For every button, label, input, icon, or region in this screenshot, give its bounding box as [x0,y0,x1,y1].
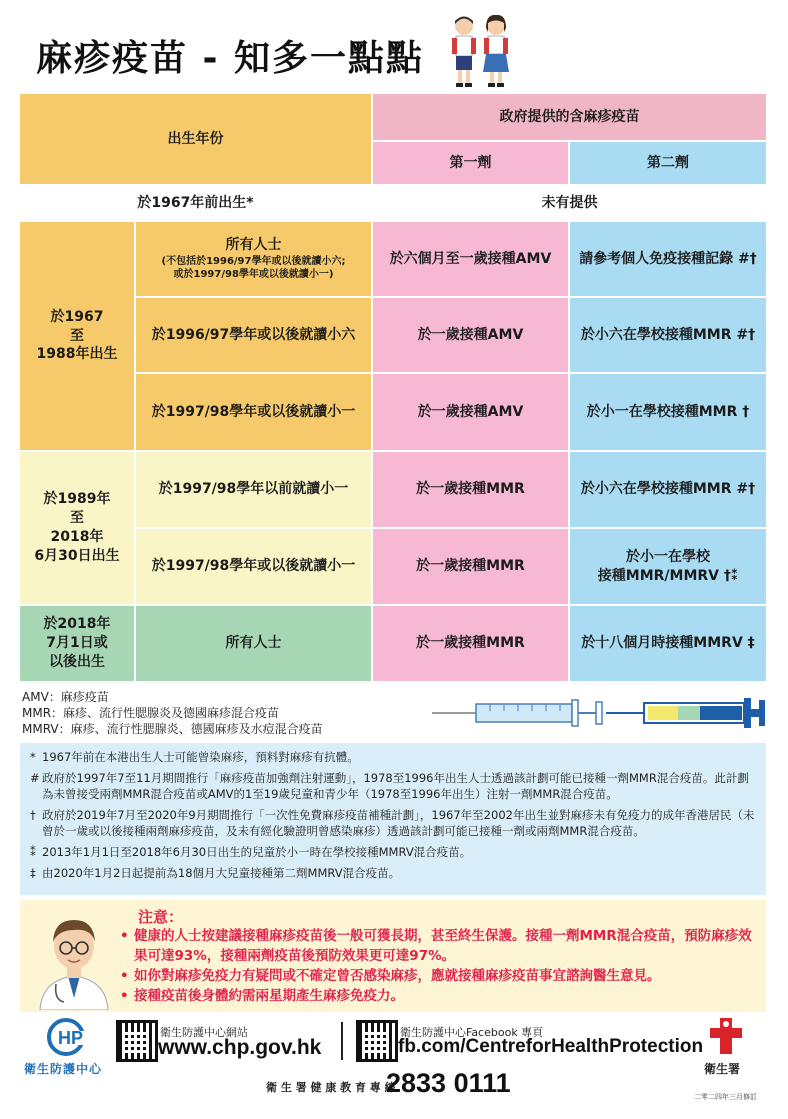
chp-website-qr-code[interactable] [116,1020,158,1062]
note-double-asterisk [30,844,756,860]
table-row-1989-prep1-dose2 [570,452,766,527]
header-gov-vaccine-label: 政府提供的含麻疹疫苗 [499,108,640,125]
syringe-filled-icon [604,694,770,732]
dose1-text: 於六個月至一歲接種AMV [389,250,552,267]
caution-item-text: 健康的人士按建議接種麻疹疫苗後一般可獲長期，甚至終生保護。接種一劑MMR混合疫苗，預防麻疹效果可達93%，接種兩劑疫苗後預防效果更可達97%。 [134,928,752,964]
doctor-illustration [34,910,114,1010]
who-note-line1: (不包括於1996/97學年或以後就讀小六; [161,255,346,267]
department-of-health-logo-icon [708,1016,744,1056]
facebook-link[interactable]: fb.com/CentreforHealthProtection [398,1036,704,1057]
dose1-text: 於一歲接種MMR [416,481,525,498]
pre1967-value-text: 未有提供 [541,194,598,211]
header-birth-year [20,94,371,184]
who-text: 於1997/98學年以前就讀小一 [158,481,349,498]
who-text: 於1997/98學年或以後就讀小一 [151,558,356,575]
children-illustration [446,12,516,90]
chp-logo-icon [46,1017,90,1057]
dose1-text: 於一歲接種AMV [417,326,524,343]
table-row-2018-dose2 [570,606,766,681]
who-text: 所有人士 [225,635,282,652]
group-2018-label-line1: 於2018年 [43,616,111,633]
hotline-label: 衛 生 署 健 康 教 育 專 線 [266,1081,396,1094]
note-symbol: ‡ [30,866,36,880]
boy-figure [452,17,476,88]
header-dose1 [373,142,568,184]
bullet-icon: • [120,928,129,944]
table-row-1989-prep1-dose1 [373,452,568,527]
table-row-1989-p1-dose1 [373,529,568,604]
caution-panel [20,900,766,1012]
dose2-text: 請參考個人免疫接種記錄 #† [579,250,757,267]
caution-title: 注意： [138,908,184,926]
note-double-dagger [30,865,756,881]
table-row-1967-p6-dose2 [570,298,766,372]
caution-item [120,986,760,1006]
dose2-text: 於小六在學校接種MMR #† [580,481,756,498]
revision-date: 二零二四年三月修訂 [694,1093,757,1101]
table-row-1967-p1-dose1 [373,374,568,450]
dose1-text: 於一歲接種AMV [417,403,524,420]
note-dagger [30,807,756,839]
who-text: 於1997/98學年或以後就讀小一 [151,403,356,420]
dose2-text-line2: 接種MMR/MMRV †⁑ [597,567,739,584]
svg-text:HP: HP [58,1028,84,1048]
abbreviation-mmr: MMR：麻疹、流行性腮腺炎及德國麻疹混合疫苗 [22,706,280,720]
notes-panel [20,743,766,895]
who-text: 所有人士 [225,237,282,254]
table-row-1967-p6-dose1 [373,298,568,372]
girl-figure [483,15,509,87]
note-symbol: † [30,808,36,822]
group-1989-label-line2: 至 [70,510,84,527]
group-2018-label [20,606,134,681]
note-symbol: # [30,771,40,785]
group-2018-label-line2: 7月1日或 [46,635,108,652]
chp-name: 衛生防護中心 [24,1062,103,1076]
note-text: 由2020年1月2日起提前為18個月大兒童接種第二劑MMRV混合疫苗。 [42,866,401,880]
caution-item-text: 接種疫苗後身體約需兩星期產生麻疹免疫力。 [134,988,404,1004]
hotline-number[interactable]: 2833 0111 [386,1068,511,1098]
facebook-qr-code[interactable] [356,1020,398,1062]
note-text: 1967年前在本港出生人士可能曾染麻疹，預料對麻疹有抗體。 [42,750,359,764]
table-row-1967-all-dose2 [570,222,766,296]
pre1967-label-text: 於1967年前出生* [137,194,254,211]
note-text: 政府於1997年7至11月期間推行「麻疹疫苗加強劑注射運動」，1978至1996年出生人士透過該計劃可能已接種一劑MMR混合疫苗。此計劃為未曾接受兩劑MMR混合疫苗或AMV的1至19歲兒童和青少年（1978至1996年出生）注射一劑MMR混合疫苗。 [42,771,749,801]
caution-item-text: 如你對麻疹免疫力有疑問或不確定曾否感染麻疹，應就接種麻疹疫苗事宜諮詢醫生意見。 [134,968,661,984]
abbreviation-mmrv: MMRV：麻疹、流行性腮腺炎、德國麻疹及水痘混合疫苗 [22,722,323,736]
who-note-line2: 或於1997/98學年或以後就讀小一) [173,269,334,281]
table-row-1967-p1-dose2 [570,374,766,450]
dose2-text-line1: 於小一在學校 [626,548,710,565]
who-text: 於1996/97學年或以後就讀小六 [151,326,356,343]
group-1967-1988-label [20,222,134,450]
bullet-icon: • [120,968,129,984]
note-text: 2013年1月1日至2018年6月30日出生的兒童於小一時在學校接種MMRV混合疫苗。 [42,845,472,859]
group-1989-label-line1: 於1989年 [43,491,111,508]
abbreviation-amv: AMV：麻疹疫苗 [22,690,109,704]
group-2018-label-line3: 以後出生 [49,653,105,670]
page-title: 麻疹疫苗 - 知多一點點 [36,38,425,79]
header-dose1-label: 第一劑 [449,154,492,171]
caution-item [120,966,760,986]
table-row-1967-all-who [136,222,371,296]
group-1967-label-line2: 至 [70,327,84,344]
group-1989-label-line3: 2018年 [50,529,104,545]
caution-list [120,926,760,1006]
note-symbol: ⁑ [30,845,36,859]
header-birth-year-label: 出生年份 [167,130,224,147]
group-1989-label-line4: 6月30日出生 [34,547,120,564]
row-pre1967-value [373,186,766,220]
table-row-1967-all-dose1 [373,222,568,296]
header-gov-vaccine [373,94,766,140]
chp-website-label: 衛生防護中心網站 [160,1026,248,1039]
abbreviation-list [22,689,323,737]
chp-website-link[interactable]: www.chp.gov.hk [158,1036,322,1059]
header-dose2-label: 第二劑 [647,154,689,171]
dose1-text: 於一歲接種MMR [416,635,525,652]
note-text: 政府於2019年7月至2020年9月期間推行「一次性免費麻疹疫苗補種計劃」，1967年至2002年出生並對麻疹未有免疫力的成年香港居民（未曾於一歲或以後接種兩劑麻疹疫苗，及未有經化驗證明曾感染麻疹）透過該計劃可能已接種一劑或兩劑MMR混合疫苗。 [42,808,755,838]
dose2-text: 於小六在學校接種MMR #† [580,326,756,343]
dose2-text: 於十八個月時接種MMRV ‡ [581,635,755,652]
table-row-1989-p1-who [136,529,371,604]
dose1-text: 於一歲接種MMR [416,558,525,575]
note-hash [30,770,756,802]
group-1967-label-line1: 於1967 [50,308,104,325]
table-row-1967-p1-who [136,374,371,450]
table-row-1989-p1-dose2 [570,529,766,604]
footer-divider [341,1022,343,1060]
caution-item [120,926,760,966]
syringe-empty-icon [430,696,610,730]
table-row-2018-who [136,606,371,681]
header-dose2 [570,142,766,184]
group-1967-label-line3: 1988年出生 [36,346,118,363]
row-pre1967-label [20,186,371,220]
dose2-text: 於小一在學校接種MMR † [586,403,750,420]
note-asterisk [30,749,756,765]
table-row-2018-dose1 [373,606,568,681]
table-row-1989-prep1-who [136,452,371,527]
note-symbol: * [30,750,36,764]
department-of-health-name: 衛生署 [704,1062,741,1076]
bullet-icon: • [120,988,129,1004]
table-row-1967-p6-who [136,298,371,372]
facebook-label: 衛生防護中心Facebook 專頁 [400,1026,544,1039]
group-1989-2018-label [20,452,134,604]
